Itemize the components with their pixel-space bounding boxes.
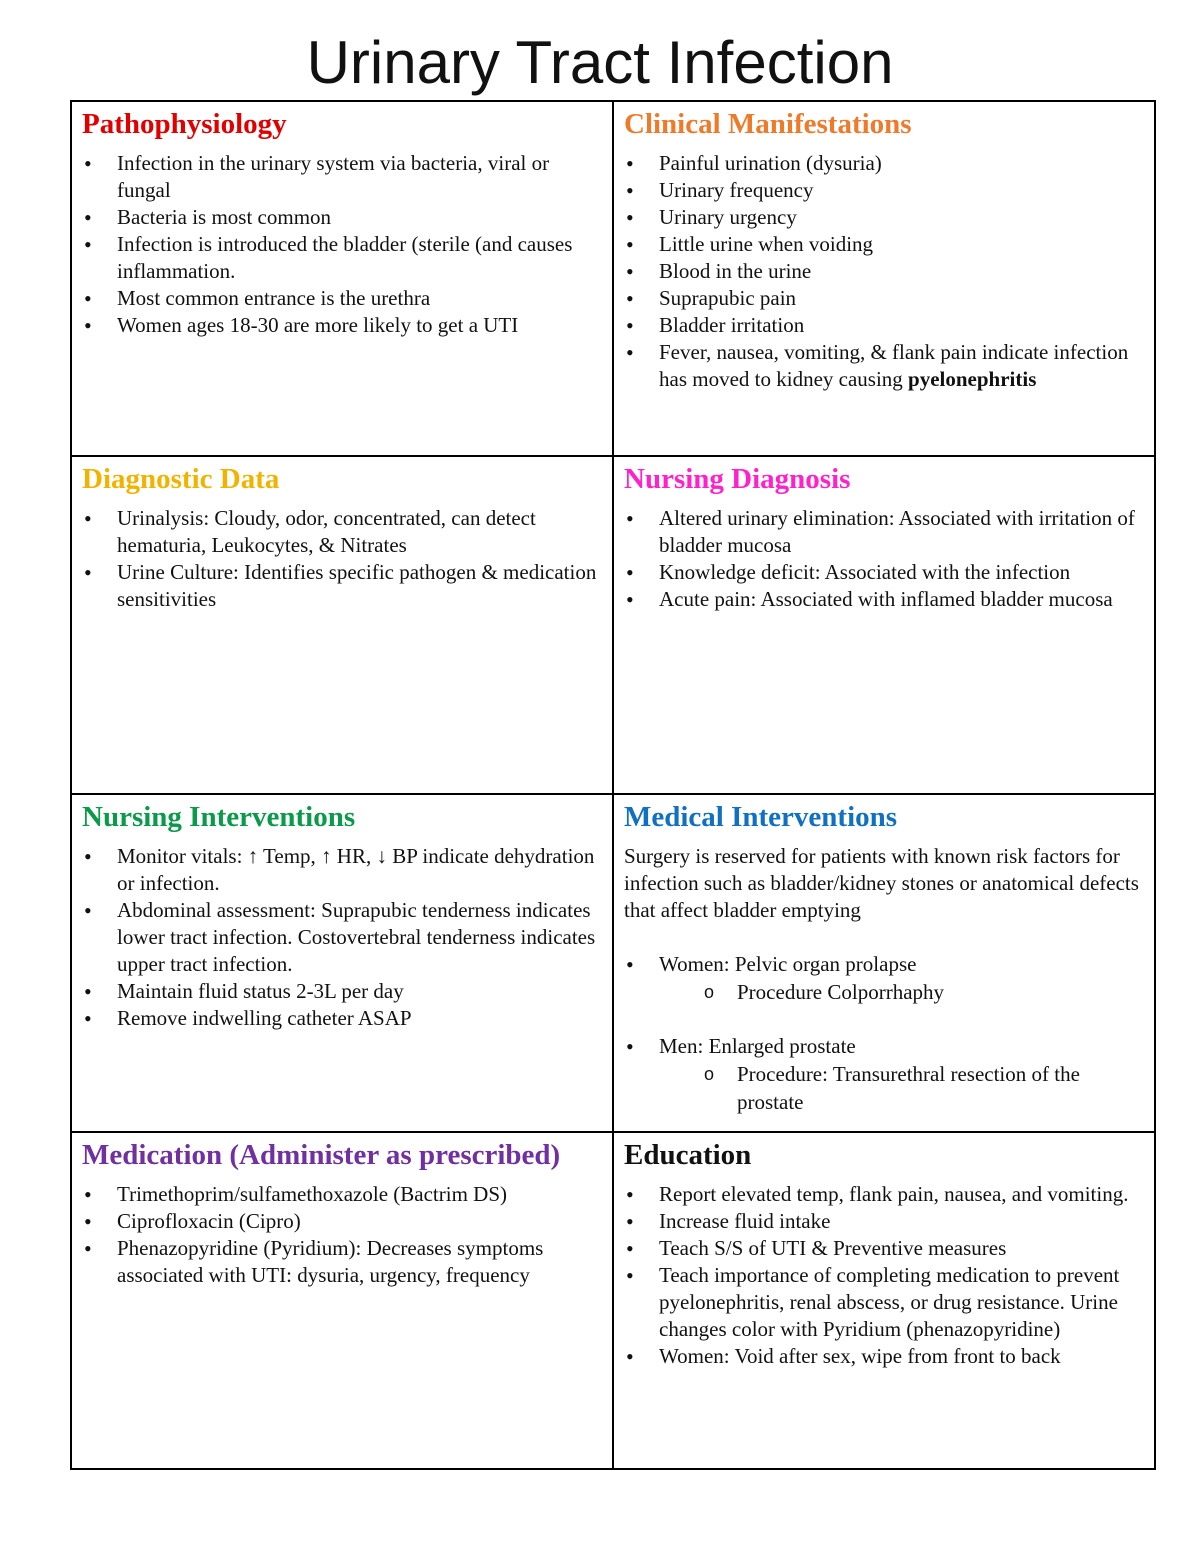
section-heading: Medical Interventions	[624, 801, 898, 833]
list-item: • Women ages 18-30 are more likely to get a UTI	[82, 312, 602, 339]
section-heading: Clinical Manifestations	[624, 108, 912, 140]
list-item: • Little urine when voiding	[624, 231, 1146, 258]
section-heading: Education	[624, 1139, 752, 1171]
list-item: • Blood in the urine	[624, 258, 1146, 285]
list-item: • Phenazopyridine (Pyridium): Decreases symptoms associated with UTI: dysuria, urgency, frequency	[82, 1235, 602, 1289]
bullet-list	[624, 951, 1146, 978]
sub-list	[624, 978, 1146, 1006]
bullet-list	[82, 505, 602, 613]
list-item: • Teach importance of completing medication to prevent pyelonephritis, renal abscess, or drug resistance. Urine changes color with Pyridium (phenazopyridine)	[624, 1262, 1146, 1343]
content-grid	[70, 100, 1156, 1470]
list-item: • Trimethoprim/sulfamethoxazole (Bactrim DS)	[82, 1181, 602, 1208]
list-item: • Most common entrance is the urethra	[82, 285, 602, 312]
list-item: • Women: Pelvic organ prolapse	[624, 951, 1146, 978]
intro-paragraph: Surgery is reserved for patients with known risk factors for infection such as bladder/kidney stones or anatomical defects that affect bladder emptying	[624, 844, 1139, 922]
list-item: • Painful urination (dysuria)	[624, 150, 1146, 177]
nursing-diagnosis-section	[614, 457, 1156, 793]
list-item: • Abdominal assessment: Suprapubic tenderness indicates lower tract infection. Costovertebral tenderness indicates upper tract infection.	[82, 897, 602, 978]
sub-list-item: o Procedure Colporrhaphy	[704, 978, 1146, 1006]
sub-list-item: o Procedure: Transurethral resection of the prostate	[704, 1060, 1146, 1116]
bold-term: pyelonephritis	[908, 367, 1037, 391]
list-item: • Acute pain: Associated with inflamed bladder mucosa	[624, 586, 1146, 613]
list-item: • Monitor vitals: ↑ Temp, ↑ HR, ↓ BP indicate dehydration or infection.	[82, 843, 602, 897]
list-item: • Report elevated temp, flank pain, nausea, and vomiting.	[624, 1181, 1146, 1208]
bullet-list	[82, 150, 602, 339]
education-section	[614, 1133, 1156, 1468]
list-item: • Knowledge deficit: Associated with the infection	[624, 559, 1146, 586]
list-item: • Suprapubic pain	[624, 285, 1146, 312]
list-item	[624, 339, 1146, 393]
list-item: • Remove indwelling catheter ASAP	[82, 1005, 602, 1032]
pathophysiology-section	[72, 102, 612, 455]
clinical-manifestations-section	[614, 102, 1156, 455]
list-item: • Increase fluid intake	[624, 1208, 1146, 1235]
list-item-text: Fever, nausea, vomiting, & flank pain indicate infection has moved to kidney causing	[659, 340, 1129, 391]
bullet-list	[624, 1033, 1146, 1060]
nursing-interventions-section	[72, 795, 612, 1131]
section-heading: Nursing Diagnosis	[624, 463, 851, 495]
bullet-list	[624, 150, 1146, 393]
list-item: • Infection in the urinary system via bacteria, viral or fungal	[82, 150, 602, 204]
list-item: • Bladder irritation	[624, 312, 1146, 339]
medical-interventions-section	[614, 795, 1156, 1131]
diagnostic-data-section	[72, 457, 612, 793]
section-heading: Medication (Administer as prescribed)	[82, 1139, 561, 1171]
section-heading: Pathophysiology	[82, 108, 287, 140]
list-item: • Urine Culture: Identifies specific pathogen & medication sensitivities	[82, 559, 602, 613]
list-item: • Urinary urgency	[624, 204, 1146, 231]
list-item: • Maintain fluid status 2-3L per day	[82, 978, 602, 1005]
list-item: • Altered urinary elimination: Associated with irritation of bladder mucosa	[624, 505, 1146, 559]
list-item: • Men: Enlarged prostate	[624, 1033, 1146, 1060]
list-item: • Infection is introduced the bladder (sterile (and causes inflammation.	[82, 231, 602, 285]
sub-list	[624, 1060, 1146, 1116]
bullet-list	[82, 843, 602, 1032]
section-heading: Nursing Interventions	[82, 801, 356, 833]
list-item: • Women: Void after sex, wipe from front to back	[624, 1343, 1146, 1370]
page-title: Urinary Tract Infection	[306, 29, 894, 96]
list-item: • Bacteria is most common	[82, 204, 602, 231]
bullet-list	[624, 505, 1146, 613]
list-item: • Ciprofloxacin (Cipro)	[82, 1208, 602, 1235]
list-item: • Urinary frequency	[624, 177, 1146, 204]
medication-section	[72, 1133, 612, 1468]
list-item: • Teach S/S of UTI & Preventive measures	[624, 1235, 1146, 1262]
section-heading: Diagnostic Data	[82, 463, 280, 495]
bullet-list	[624, 1181, 1146, 1370]
bullet-list	[82, 1181, 602, 1289]
list-item: • Urinalysis: Cloudy, odor, concentrated, can detect hematuria, Leukocytes, & Nitrates	[82, 505, 602, 559]
